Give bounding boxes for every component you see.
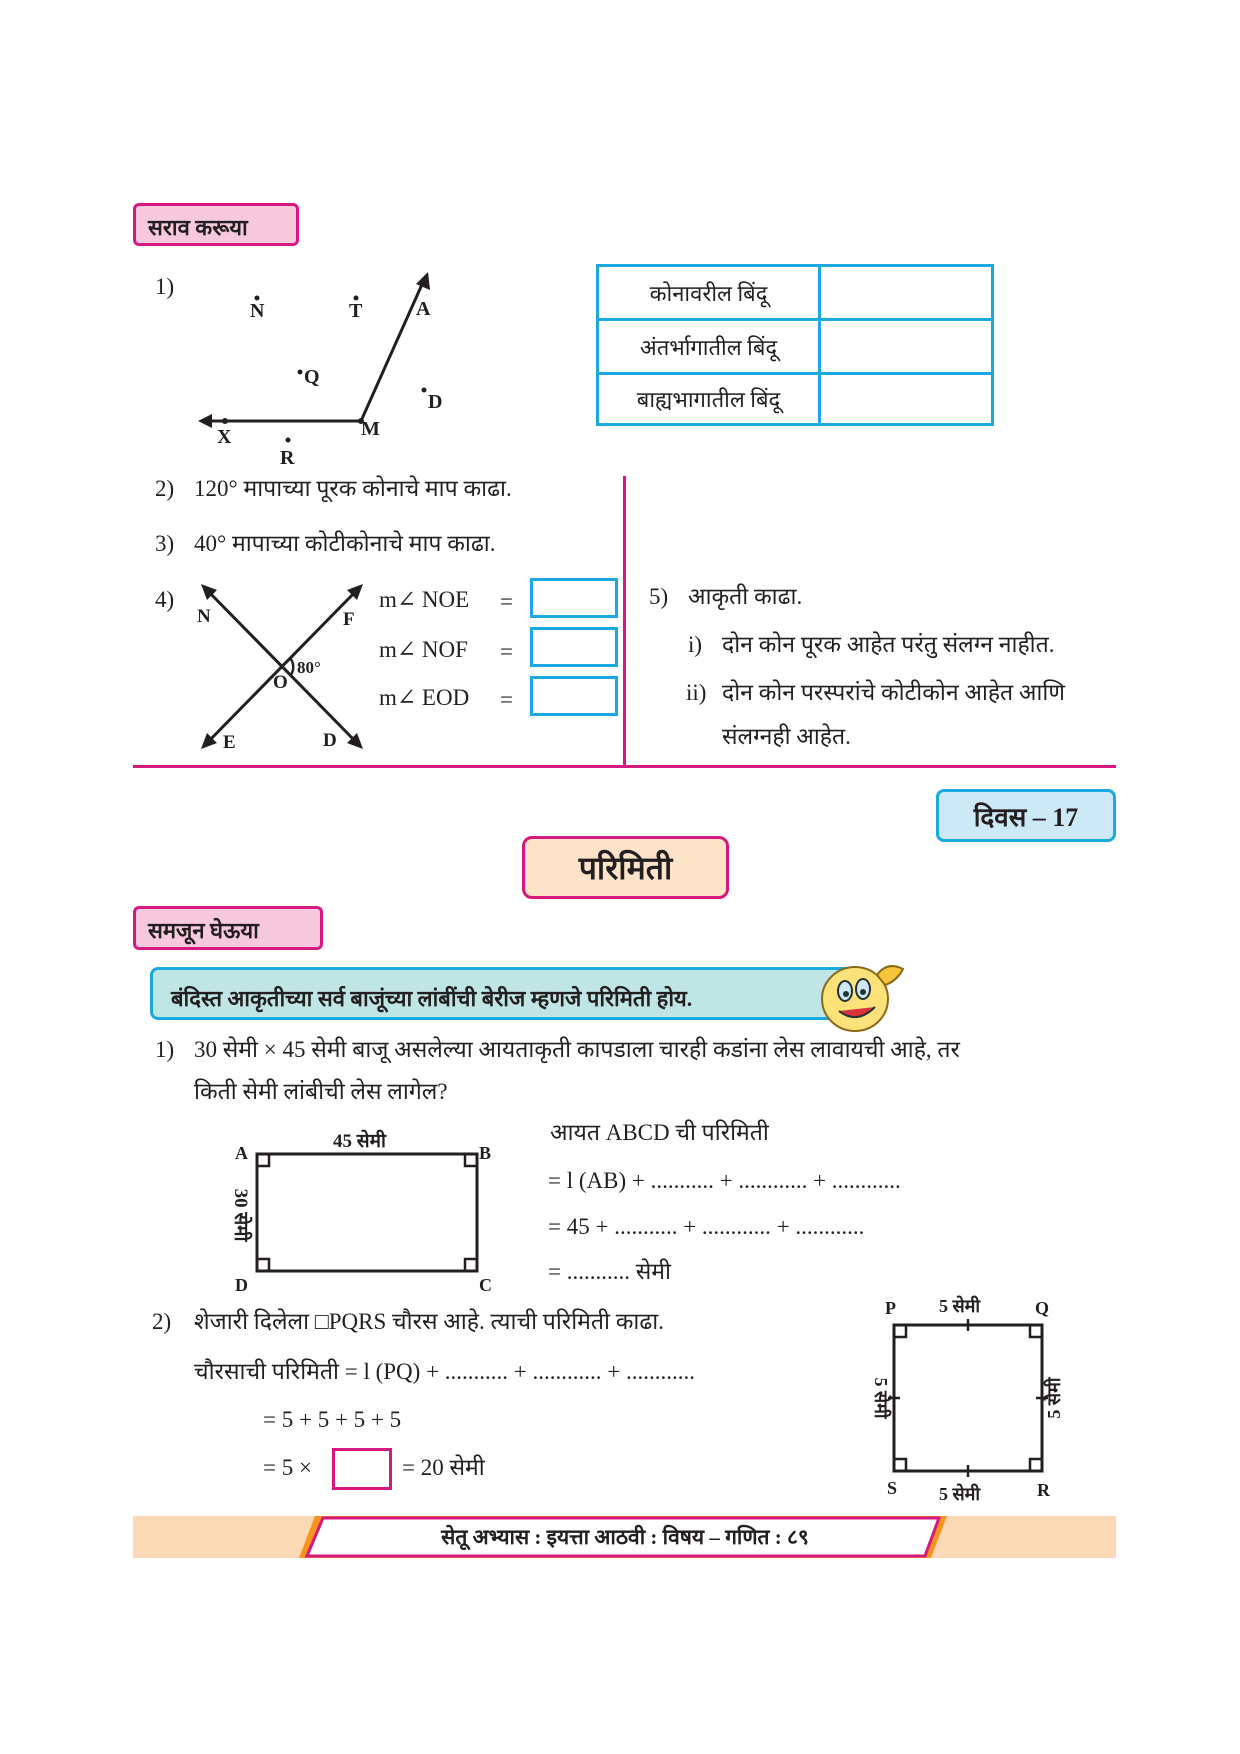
rect-perimeter-result: = ........... सेमी xyxy=(548,1259,671,1284)
smiley-thinking-icon xyxy=(815,955,910,1035)
vertex-q: Q xyxy=(1035,1298,1050,1318)
side-ps-length: 5 सेमी xyxy=(871,1377,891,1419)
q5-i-number: i) xyxy=(688,632,703,657)
point-q: Q xyxy=(304,366,320,388)
column-divider xyxy=(623,476,626,766)
angle-eod-answer[interactable] xyxy=(530,676,618,716)
point-d: D xyxy=(428,391,443,413)
vertex-p: P xyxy=(885,1298,896,1318)
q3-text: 40° मापाच्या कोटीकोनाचे माप काढा. xyxy=(194,531,496,556)
point-a: A xyxy=(416,298,431,320)
section-divider xyxy=(133,765,1116,768)
side-pq-length: 5 सेमी xyxy=(939,1296,981,1316)
arrow-x-icon xyxy=(198,414,212,428)
rect-perimeter-step2: = 45 + ........... + ............ + ............ xyxy=(548,1214,865,1239)
footer-text: सेतू अभ्यास : इयत्ता आठवी : विषय – गणित : ८९ xyxy=(441,1525,809,1549)
table-answer-interior[interactable] xyxy=(818,318,994,375)
label-e: E xyxy=(223,732,236,753)
q5-i-text: दोन कोन पूरक आहेत परंतु संलग्न नाहीत. xyxy=(722,632,1055,657)
angle-noe-answer[interactable] xyxy=(530,578,618,618)
q3-number: 3) xyxy=(155,531,175,556)
angle-eod-equals: = xyxy=(500,687,513,712)
point-t: T xyxy=(349,300,363,322)
table-answer-exterior[interactable] xyxy=(818,372,994,426)
rect-perimeter-title: आयत ABCD ची परिमिती xyxy=(550,1120,769,1145)
square-perimeter-step2: = 5 + 5 + 5 + 5 xyxy=(263,1407,402,1432)
q5-ii-number: ii) xyxy=(686,680,707,705)
point-n: N xyxy=(250,300,265,322)
q5-ii-text-line2: संलग्नही आहेत. xyxy=(722,724,851,749)
day-badge: दिवस – 17 xyxy=(936,789,1116,842)
learn-heading: समजून घेऊया xyxy=(133,906,323,950)
angle-figure xyxy=(190,260,450,470)
definition-banner: बंदिस्त आकृतीच्या सर्व बाजूंच्या लांबींची बेरीज म्हणजे परिमिती होय. xyxy=(150,967,857,1020)
label-o: O xyxy=(273,672,288,693)
rect-side-length: 30 सेमी xyxy=(230,1188,251,1242)
vertex-c: C xyxy=(479,1275,492,1295)
angle-nof-answer[interactable] xyxy=(530,627,618,667)
learn-q2-text: शेजारी दिलेला □PQRS चौरस आहे. त्याची परिमिती काढा. xyxy=(194,1309,665,1334)
vertex-s: S xyxy=(887,1478,898,1498)
point-m: M xyxy=(361,418,380,440)
table-label-on-angle: कोनावरील बिंदू xyxy=(596,264,821,321)
square-perimeter-step3-left: = 5 × xyxy=(263,1455,312,1480)
learn-q1-line2: किती सेमी लांबीची लेस लागेल? xyxy=(194,1079,448,1104)
vertex-a: A xyxy=(235,1143,248,1163)
table-answer-on-angle[interactable] xyxy=(818,264,994,321)
q1-number: 1) xyxy=(155,274,175,299)
q5-text: आकृती काढा. xyxy=(688,584,803,609)
q2-text: 120° मापाच्या पूरक कोनाचे माप काढा. xyxy=(194,476,512,501)
vertex-b: B xyxy=(479,1143,492,1163)
learn-q2-number: 2) xyxy=(152,1309,172,1334)
square-perimeter-step1: चौरसाची परिमिती = l (PQ) + ........... + ............ + ............ xyxy=(194,1359,695,1384)
table-label-exterior: बाह्यभागातील बिंदू xyxy=(596,372,821,426)
q5-number: 5) xyxy=(649,584,669,609)
square-pqrs-figure xyxy=(855,1290,1085,1505)
intersecting-lines-figure xyxy=(195,580,375,755)
angle-eod-label: m∠ EOD xyxy=(379,685,470,710)
table-label-interior: अंतर्भागातील बिंदू xyxy=(596,318,821,375)
angle-noe-equals: = xyxy=(500,589,513,614)
square-perimeter-step3-right: = 20 सेमी xyxy=(402,1455,485,1480)
angle-80-label: 80° xyxy=(297,658,321,677)
label-d: D xyxy=(323,730,337,751)
side-sr-length: 5 सेमी xyxy=(939,1484,981,1504)
rectangle-abcd-figure xyxy=(215,1125,505,1295)
label-n: N xyxy=(197,606,211,627)
q4-number: 4) xyxy=(155,587,175,612)
q2-number: 2) xyxy=(155,476,175,501)
learn-q1-number: 1) xyxy=(155,1037,175,1062)
point-x: X xyxy=(217,426,232,448)
q5-ii-text-line1: दोन कोन परस्परांचे कोटीकोन आहेत आणि xyxy=(722,680,1065,705)
learn-q1-line1: 30 सेमी × 45 सेमी बाजू असलेल्या आयताकृती कापडाला चारही कडांना लेस लावायची आहे, तर xyxy=(194,1037,960,1062)
angle-nof-equals: = xyxy=(500,639,513,664)
square-multiplier-answer[interactable] xyxy=(332,1448,392,1490)
point-r: R xyxy=(280,447,295,469)
side-qr-length: 5 सेमी xyxy=(1044,1377,1064,1419)
vertex-d: D xyxy=(235,1275,248,1295)
rect-perimeter-step1: = l (AB) + ........... + ............ + ............ xyxy=(548,1168,901,1193)
label-f: F xyxy=(343,609,355,630)
vertex-r: R xyxy=(1037,1480,1050,1500)
angle-nof-label: m∠ NOF xyxy=(379,637,468,662)
chapter-title: परिमिती xyxy=(522,836,729,899)
angle-noe-label: m∠ NOE xyxy=(379,587,470,612)
practice-heading: सराव करूया xyxy=(133,203,299,246)
rect-top-length: 45 सेमी xyxy=(333,1131,386,1152)
arrow-a-icon xyxy=(416,272,430,290)
